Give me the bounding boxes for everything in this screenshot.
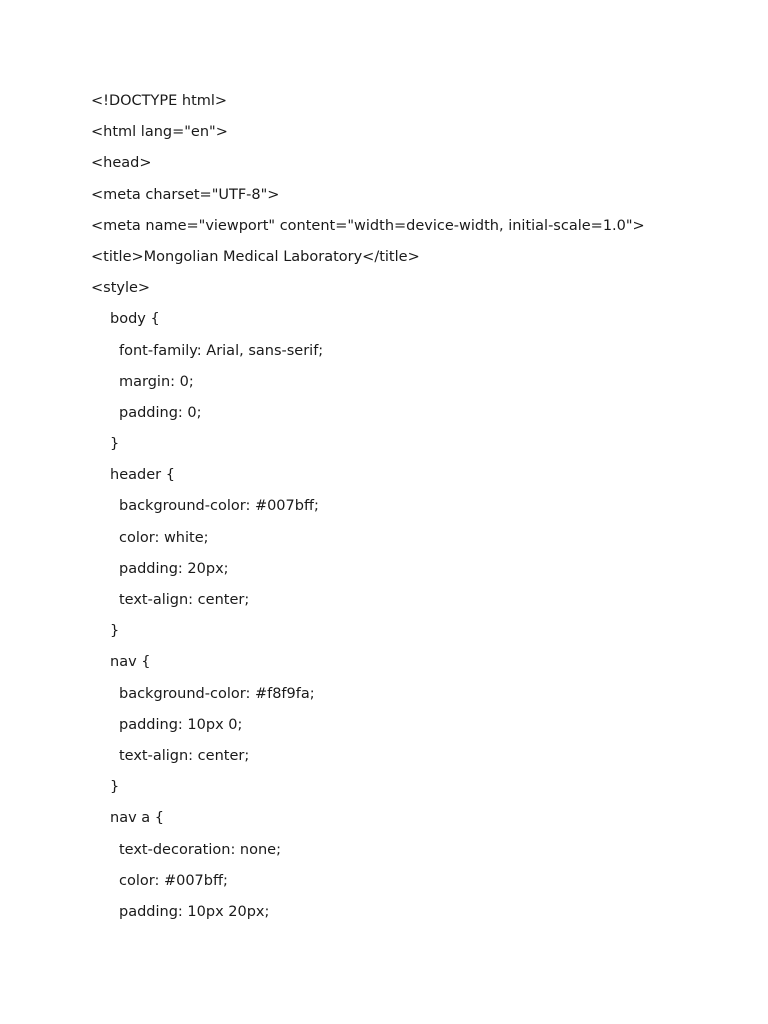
code-line: padding: 10px 0; <box>119 716 243 733</box>
code-line: nav a { <box>110 810 164 827</box>
code-line: nav { <box>110 654 151 671</box>
code-line: <meta name="viewport" content="width=device-width, initial-scale=1.0"> <box>91 217 645 234</box>
code-line: header { <box>110 467 175 484</box>
code-line: <head> <box>91 155 152 172</box>
code-line: padding: 20px; <box>119 560 229 577</box>
code-line: background-color: #f8f9fa; <box>119 685 315 702</box>
code-line: color: #007bff; <box>119 872 228 889</box>
code-line: <meta charset="UTF-8"> <box>91 186 280 203</box>
code-line: } <box>110 436 120 453</box>
code-line: padding: 0; <box>119 404 202 421</box>
code-line: } <box>110 623 120 640</box>
code-line: } <box>110 779 120 796</box>
code-line: font-family: Arial, sans-serif; <box>119 342 324 359</box>
code-line: body { <box>110 311 160 328</box>
code-line: <title>Mongolian Medical Laboratory</title> <box>91 248 420 265</box>
code-line: padding: 10px 20px; <box>119 903 270 920</box>
code-line: text-align: center; <box>119 592 250 608</box>
code-line: <!DOCTYPE html> <box>91 93 228 109</box>
code-line: text-align: center; <box>119 747 250 764</box>
code-text-block <box>91 91 645 933</box>
code-line: color: white; <box>119 529 209 546</box>
code-line: <html lang="en"> <box>91 124 228 141</box>
code-line: margin: 0; <box>119 373 194 390</box>
code-line: <style> <box>91 280 151 297</box>
code-line: background-color: #007bff; <box>119 498 319 515</box>
code-line: text-decoration: none; <box>119 841 281 858</box>
